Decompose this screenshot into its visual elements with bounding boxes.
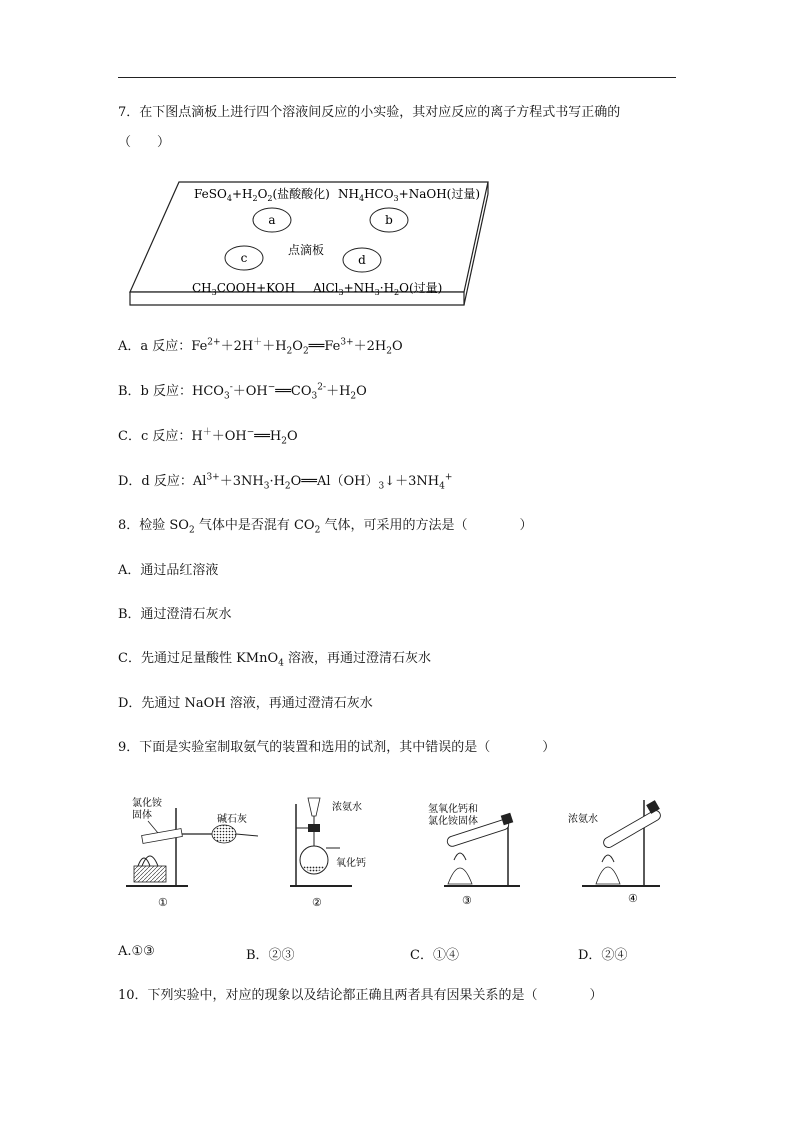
- well-b-label: b: [385, 213, 393, 227]
- svg-text:氢氧化钙和: 氢氧化钙和: [428, 804, 478, 815]
- well-d-label: d: [358, 253, 366, 267]
- q7-stem: 7．在下图点滴板上进行四个溶液间反应的小实验，其对应反应的离子方程式书写正确的: [118, 105, 621, 120]
- well-a-label: a: [268, 213, 276, 227]
- q9-option-c: C．①④: [410, 948, 459, 963]
- q7-blank: （ ）: [118, 135, 171, 150]
- apparatus-3-figure: [420, 788, 540, 910]
- q9-option-a: A.①③: [118, 944, 155, 959]
- spot-plate-figure: [126, 180, 491, 310]
- q8-option-d: D．先通过 NaOH 溶液，再通过澄清石灰水: [118, 696, 373, 711]
- q7-option-d: D．d 反应：$Al^{3+}+3NH_3\cdot H_2O══Al(OH)_3↓+3NH_4^+$: [118, 472, 453, 492]
- svg-text:碱石灰: 碱石灰: [217, 814, 247, 825]
- q8-option-b: B．通过澄清石灰水: [118, 607, 232, 622]
- svg-text:氧化钙: 氧化钙: [336, 858, 366, 869]
- q10-stem: 10．下列实验中，对应的现象以及结论都正确且两者具有因果关系的是（ ）: [118, 988, 603, 1003]
- apparatus-1-figure: [120, 788, 270, 910]
- q8-option-c: C．先通过足量酸性 KMnO$_4$ 溶液，再通过澄清石灰水: [118, 651, 432, 669]
- apparatus-4-figure: [560, 788, 680, 910]
- svg-text:固体: 固体: [132, 810, 152, 821]
- well-c-label: c: [240, 251, 248, 265]
- svg-text:①: ①: [158, 896, 168, 909]
- q9-option-d: D．②④: [578, 948, 628, 963]
- svg-text:④: ④: [628, 892, 638, 905]
- plate-label: 点滴板: [287, 243, 325, 257]
- apparatus-2-figure: [282, 788, 382, 910]
- reagent-c: $CH_3COOH+KOH$: [192, 281, 296, 297]
- q7-option-c: C．c 反应：$H^++OH^-══H_2O$: [118, 427, 298, 447]
- reagent-d: $AlCl_3+NH_3\cdot H_2O$(过量): [313, 281, 443, 297]
- q7-option-b: B．b 反应：$HCO_3^-+OH^-══CO_3^{2-}+H_2O$: [118, 382, 367, 402]
- svg-text:氯化铵固体: 氯化铵固体: [428, 816, 478, 827]
- svg-text:浓氨水: 浓氨水: [332, 802, 362, 813]
- q8-option-a: A．通过品红溶液: [118, 563, 219, 578]
- svg-text:③: ③: [462, 894, 472, 907]
- top-rule: [118, 77, 676, 78]
- reagent-b: $NH_4HCO_3+NaOH$(过量): [338, 187, 481, 203]
- q9-option-b: B．②③: [246, 948, 295, 963]
- svg-text:浓氨水: 浓氨水: [568, 814, 598, 825]
- svg-text:②: ②: [312, 896, 322, 909]
- reagent-a: $FeSO_4+H_2O_2$(盐酸酸化): [194, 187, 330, 203]
- q8-stem: 8．检验 $SO_2$ 气体中是否混有 $CO_2$ 气体，可采用的方法是（ ）: [118, 518, 533, 536]
- svg-text:氯化铵: 氯化铵: [132, 798, 162, 809]
- q7-option-a: A．a 反应：$Fe^{2+}+2H^++H_2O_2══Fe^{3+}+2H_2O$: [118, 337, 403, 357]
- q9-stem: 9．下面是实验室制取氨气的装置和选用的试剂，其中错误的是（ ）: [118, 740, 556, 755]
